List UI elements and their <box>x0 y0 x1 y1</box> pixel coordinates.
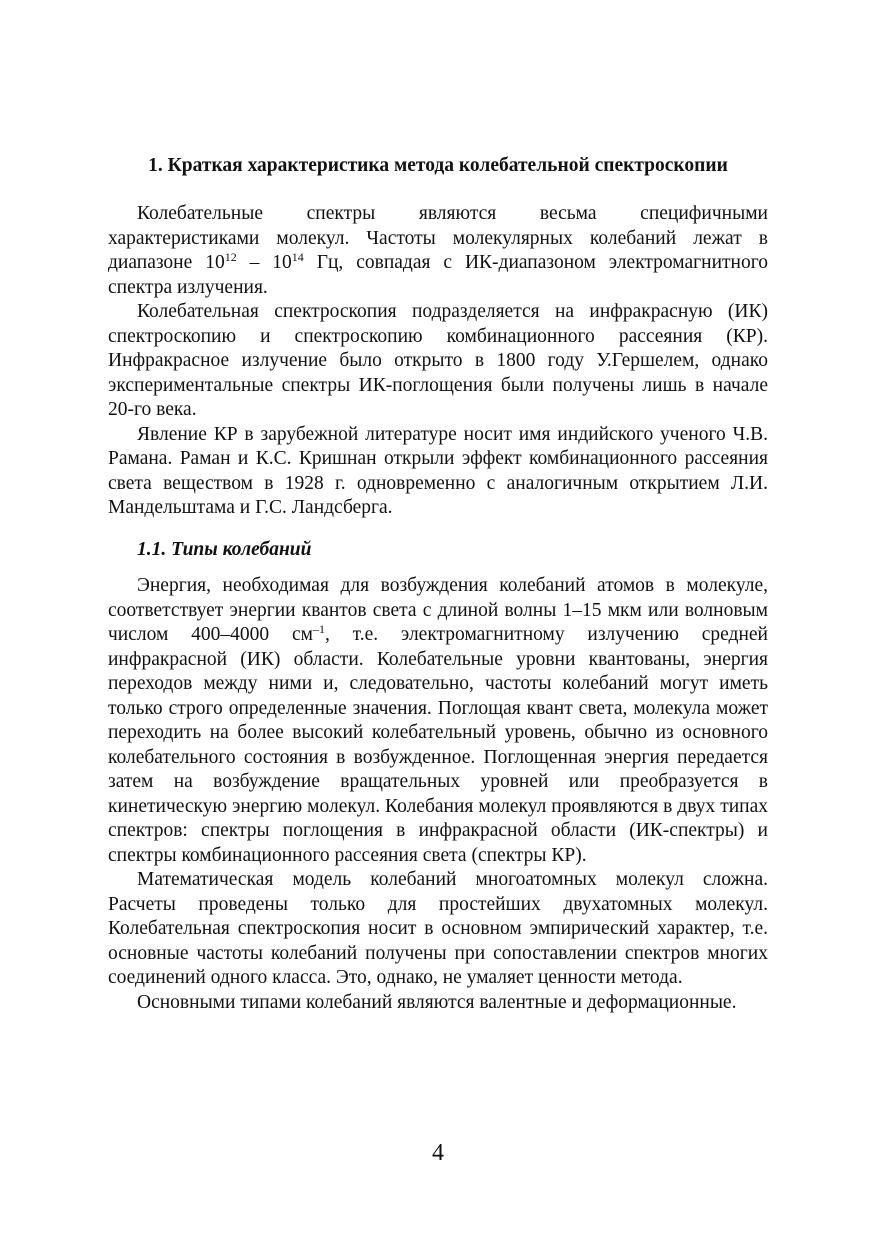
paragraph: Математическая модель колебаний многоатомных молекул сложна. Расчеты проведены только для простейших двухатомных молекул. Колебательная спектроскопия носит в основном эмпирический характер, т.е. основные частоты колебаний получены при сопоставлении спектров многих соединений одного класса. Это, однако, не умаляет ценности метода. <box>108 869 768 988</box>
paragraph: Явление КР в зарубежной литературе носит имя индийского ученого Ч.В. Рамана. Раман и К.С. Кришнан открыли эффект комбинационного рассеяния света веществом в 1928 г. одновременно с аналогичным открытием Л.И. Мандельштама и Г.С. Ландсберга. <box>108 423 768 518</box>
paragraph: Колебательные спектры являются весьма специфичными характеристиками молекул. Частоты молекулярных колебаний лежат в диапазоне $10^{12} - 10^{14}$ Гц, совпадая с ИК-диапазоном электромагнитного спектра излучения. <box>108 203 769 298</box>
page-number: 4 <box>432 1140 444 1166</box>
paragraph: Колебательная спектроскопия подразделяется на инфракрасную (ИК) спектроскопию и спектроскопию комбинационного рассеяния (КР). Инфракрасное излучение было открыто в 1800 году У.Гершелем, однако экспериментальные спектры ИК-поглощения были получены лишь в начале 20-го века. <box>108 301 768 420</box>
intro-text <box>108 202 768 521</box>
subsection-heading: 1.1. Типы колебаний <box>137 539 312 560</box>
section-heading: 1. Краткая характеристика метода колебательной спектроскопии <box>148 155 728 176</box>
section-text <box>108 574 768 1015</box>
paragraph: Основными типами колебаний являются валентные и деформационные. <box>137 991 737 1013</box>
paragraph: Энергия, необходимая для возбуждения колебаний атомов в молекуле, соответствует энергии квантов света с длиной волны 1–15 мкм или волновым числом 400–4000 $см^{-1}$, т.е. электромагнитному излучению средней инфракрасной (ИК) области. Колебательные уровни квантованы, энергия переходов между ними и, следовательно, частоты колебаний могут иметь только строго определенные значения. Поглощая квант света, молекула может переходить на более высокий колебательный уровень, обычно из основного колебательного состояния в возбужденное. Поглощенная энергия передается затем на возбуждение вращательных уровней или преобразуется в кинетическую энергию молекул. Колебания молекул проявляются в двух типах спектров: спектры поглощения в инфракрасной области (ИК-спектры) и спектры комбинационного рассеяния света (спектры КР). <box>108 575 768 866</box>
